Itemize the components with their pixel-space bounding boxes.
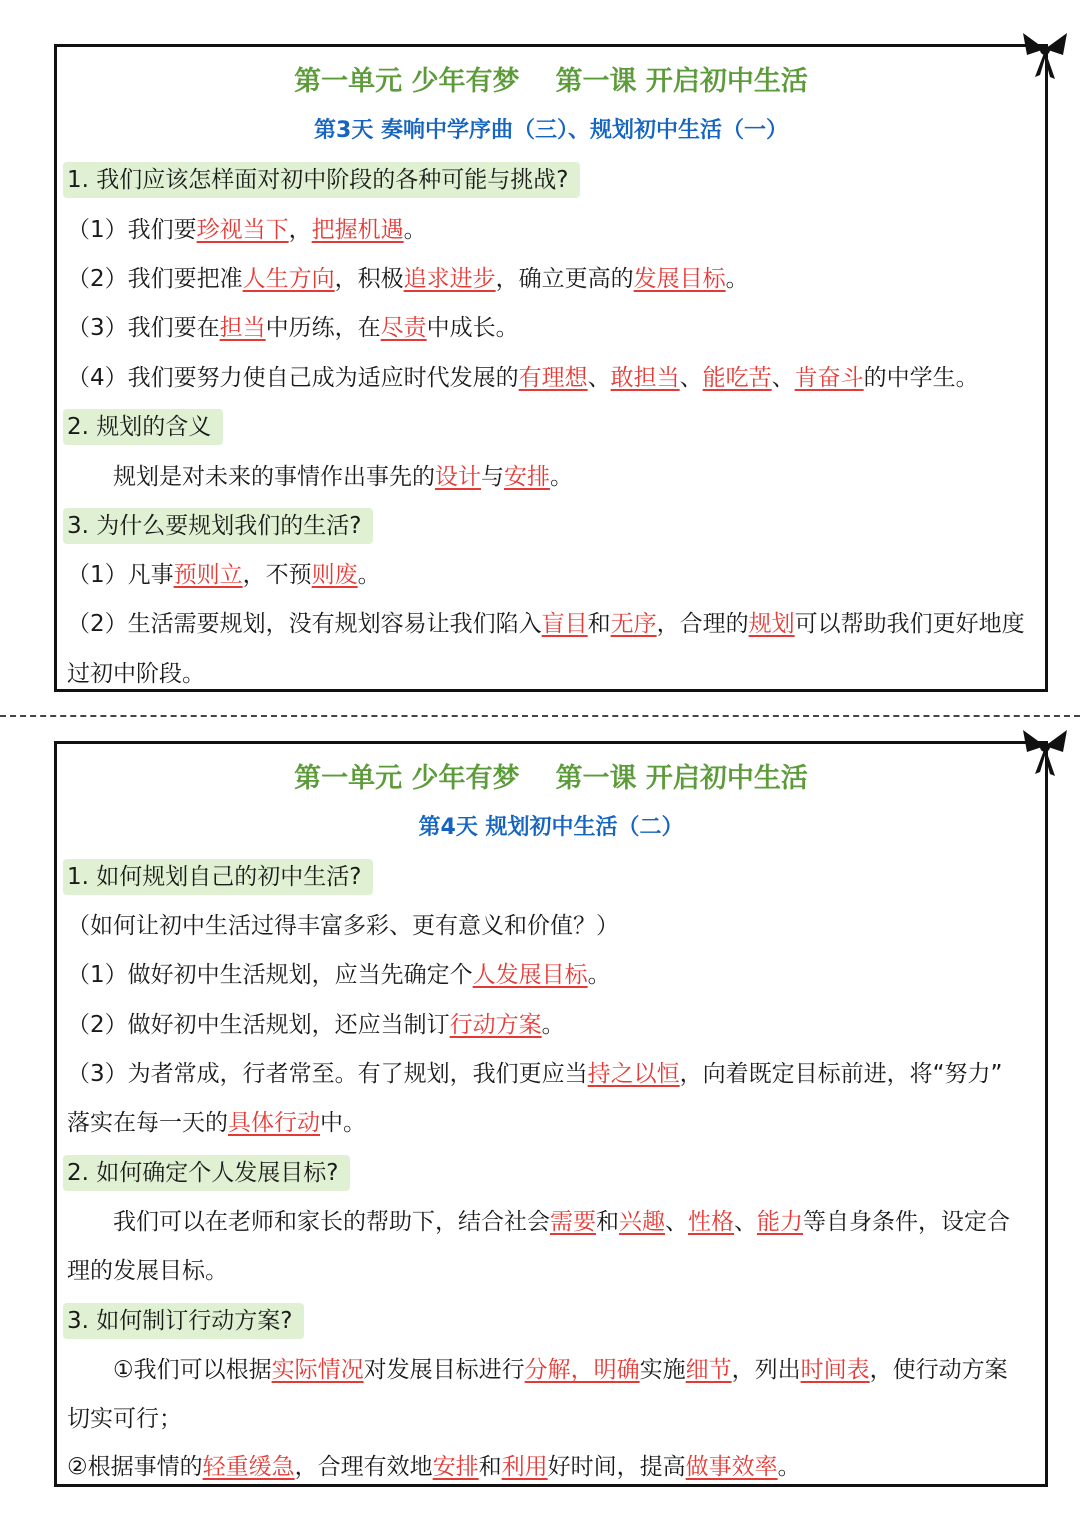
keyword: 持之以恒	[587, 1061, 680, 1087]
answer-line	[113, 1202, 1035, 1242]
text-segment: 、	[665, 1209, 688, 1235]
answer-line	[67, 1005, 1035, 1045]
text-segment: 、	[679, 365, 703, 391]
text-segment: 和	[478, 1454, 502, 1480]
keyword: 担当	[219, 315, 266, 341]
answer-line	[67, 308, 1035, 348]
study-card-day3	[54, 44, 1048, 692]
day-subtitle: 第3天 奏响中学序曲（三）、规划初中生活（一）	[314, 118, 788, 143]
question-heading-3	[63, 1301, 1035, 1341]
text-segment: 3. 为什么要规划我们的生活?	[63, 508, 373, 544]
answer-line	[67, 604, 1035, 644]
answer-line	[67, 955, 1035, 995]
text-segment: 2. 规划的含义	[63, 409, 223, 445]
keyword: 人生方向	[242, 266, 335, 292]
keyword: 做事效率	[685, 1454, 778, 1480]
definition-text	[113, 457, 1035, 497]
text-segment: 和	[587, 611, 611, 637]
text-segment: 。	[357, 562, 381, 588]
keyword: 安排	[432, 1454, 479, 1480]
keyword: 细节	[685, 1357, 732, 1383]
text-segment: ，积极	[334, 266, 404, 292]
text-segment: 好时间，提高	[547, 1454, 686, 1480]
text-segment: （1）我们要	[67, 217, 197, 243]
text-segment: 对发展目标进行	[363, 1357, 525, 1383]
dashed-divider	[0, 715, 1080, 717]
text-segment: （2）生活需要规划，没有规划容易让我们陷入	[67, 611, 542, 637]
keyword: 时间表	[800, 1357, 870, 1383]
keyword: 轻重缓急	[202, 1454, 295, 1480]
text-segment: ，合理的	[656, 611, 749, 637]
keyword: 具体行动	[228, 1110, 320, 1136]
text-segment: 。	[587, 962, 611, 988]
lesson-name: 第一课 开启初中生活	[555, 763, 808, 794]
keyword: 安排	[504, 464, 550, 490]
text-segment: 、	[587, 365, 611, 391]
text-segment: ，向着既定目标前进，将“努力”	[679, 1061, 1003, 1087]
keyword: 无序	[610, 611, 657, 637]
keyword: 肯奋斗	[794, 365, 864, 391]
keyword: 珍视当下	[196, 217, 289, 243]
question-heading-1	[63, 857, 1035, 897]
keyword: 分解，明确	[524, 1357, 640, 1383]
unit-title	[67, 60, 1035, 104]
text-segment: 。	[550, 464, 573, 490]
text-segment: （1）凡事	[67, 562, 174, 588]
text-segment: 。	[725, 266, 749, 292]
answer-line	[67, 1054, 1035, 1094]
keyword: 盲目	[541, 611, 588, 637]
text-segment: ，列出	[731, 1357, 801, 1383]
keyword: 性格	[688, 1209, 734, 1235]
text-segment: 中。	[320, 1110, 366, 1136]
answer-line-continued: 过初中阶段。	[67, 661, 205, 687]
text-segment: ①我们可以根据	[113, 1357, 272, 1383]
answer-line	[67, 210, 1035, 250]
text-segment: ，确立更高的	[495, 266, 634, 292]
question-note: （如何让初中生活过得丰富多彩、更有意义和价值？）	[67, 913, 619, 939]
text-segment: ②根据事情的	[67, 1454, 203, 1480]
text-segment: 、	[771, 365, 795, 391]
text-segment: 落实在每一天的	[67, 1110, 228, 1136]
text-segment: 等自身条件，设定合	[803, 1209, 1010, 1235]
text-segment: 规划是对未来的事情作出事先的	[113, 464, 435, 490]
answer-line	[113, 1350, 1035, 1390]
answer-line-continued: 理的发展目标。	[67, 1258, 228, 1284]
keyword: 能吃苦	[702, 365, 772, 391]
keyword: 追求进步	[403, 266, 496, 292]
text-segment: 可以帮助我们更好地度	[794, 611, 1025, 637]
text-segment: 1. 如何规划自己的初中生活?	[63, 859, 373, 895]
keyword: 则废	[311, 562, 358, 588]
question-heading-2	[63, 1153, 1035, 1193]
lesson-name: 第一课 开启初中生活	[555, 66, 808, 97]
text-segment: ，不预	[242, 562, 312, 588]
text-segment: 和	[596, 1209, 619, 1235]
keyword: 敢担当	[610, 365, 680, 391]
text-segment: 。	[403, 217, 427, 243]
answer-line-continued	[67, 1103, 1035, 1143]
keyword: 把握机遇	[311, 217, 404, 243]
text-segment: 1. 我们应该怎样面对初中阶段的各种可能与挑战?	[63, 162, 580, 198]
study-card-day4	[54, 741, 1048, 1487]
keyword: 尽责	[380, 315, 427, 341]
text-segment: 实施	[639, 1357, 686, 1383]
text-segment: 我们可以在老师和家长的帮助下，结合社会	[113, 1209, 550, 1235]
text-segment: （3）为者常成，行者常至。有了规划，我们更应当	[67, 1061, 588, 1087]
text-segment: 与	[481, 464, 504, 490]
keyword: 发展目标	[633, 266, 726, 292]
unit-name: 第一单元 少年有梦	[294, 66, 520, 97]
text-segment: ，合理有效地	[294, 1454, 433, 1480]
keyword: 能力	[757, 1209, 803, 1235]
question-heading-1	[63, 160, 1035, 200]
keyword: 行动方案	[449, 1012, 542, 1038]
keyword: 人发展目标	[472, 962, 588, 988]
day-subtitle: 第4天 规划初中生活（二）	[418, 815, 684, 840]
text-segment: （2）做好初中生活规划，还应当制订	[67, 1012, 450, 1038]
text-segment: 3. 如何制订行动方案?	[63, 1303, 304, 1339]
unit-title	[67, 757, 1035, 801]
unit-name: 第一单元 少年有梦	[294, 763, 520, 794]
text-segment: （3）我们要在	[67, 315, 220, 341]
keyword: 规划	[748, 611, 795, 637]
keyword: 需要	[550, 1209, 596, 1235]
keyword: 兴趣	[619, 1209, 665, 1235]
answer-line	[67, 555, 1035, 595]
keyword: 预则立	[173, 562, 243, 588]
question-heading-2	[63, 407, 1035, 447]
answer-line-continued: 切实可行；	[67, 1406, 182, 1432]
answer-line	[67, 1447, 1035, 1487]
question-heading-3	[63, 506, 1035, 546]
answer-line	[67, 358, 1035, 398]
text-segment: 、	[734, 1209, 757, 1235]
text-segment: 。	[541, 1012, 565, 1038]
text-segment: （4）我们要努力使自己成为适应时代发展的	[67, 365, 519, 391]
text-segment: ，使行动方案	[869, 1357, 1008, 1383]
keyword: 有理想	[518, 365, 588, 391]
text-segment: 中历练，在	[265, 315, 381, 341]
keyword: 利用	[501, 1454, 548, 1480]
text-segment: 中成长。	[426, 315, 519, 341]
text-segment: （1）做好初中生活规划，应当先确定个	[67, 962, 473, 988]
text-segment: （2）我们要把准	[67, 266, 243, 292]
keyword: 设计	[435, 464, 481, 490]
answer-line	[67, 259, 1035, 299]
text-segment: ，	[288, 217, 312, 243]
keyword: 实际情况	[271, 1357, 364, 1383]
text-segment: 的中学生。	[863, 365, 979, 391]
text-segment: 。	[777, 1454, 801, 1480]
text-segment: 2. 如何确定个人发展目标?	[63, 1155, 350, 1191]
